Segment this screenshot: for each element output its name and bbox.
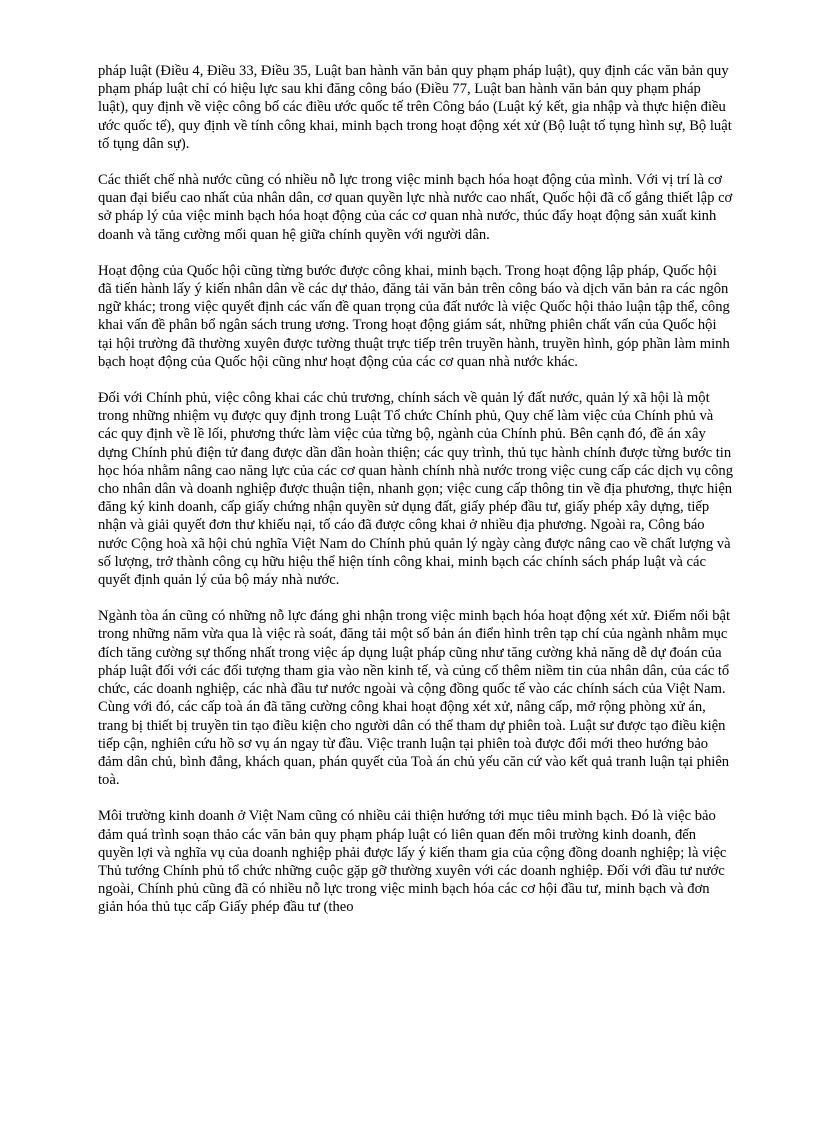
paragraph-business-environment: Môi trường kinh doanh ở Việt Nam cũng có nhiều cải thiện hướng tới mục tiêu minh bạch. Đó là việc bảo đảm quá trình soạn thảo các văn bản quy phạm pháp luật có liên quan đến môi trường kinh doanh, đến quyền lợi và nghĩa vụ của doanh nghiệp phải được lấy ý kiến tham gia của cộng đồng doanh nghiệp; là việc Thủ tướng Chính phủ tổ chức những cuộc gặp gỡ thường xuyên với các doanh nghiệp. Đối với đầu tư nước ngoài, Chính phủ cũng đã có nhiều nỗ lực trong việc minh bạch hóa các cơ hội đầu tư, minh bạch và đơn giản hóa thủ tục cấp Giấy phép đầu tư (theo	[98, 808, 727, 916]
document-page	[98, 62, 734, 935]
paragraph-national-assembly: Hoạt động của Quốc hội cũng từng bước được công khai, minh bạch. Trong hoạt động lập pháp, Quốc hội đã tiến hành lấy ý kiến nhân dân về các dự thảo, đăng tải văn bản trên công báo và dịch văn bản ra các ngôn ngữ khác; trong việc quyết định các vấn đề quan trọng của đất nước là việc Quốc hội thảo luận tập thể, công khai vấn đề phân bổ ngân sách trung ương. Trong hoạt động giám sát, những phiên chất vấn của Quốc hội tại hội trường đã thường xuyên được tường thuật trực tiếp trên truyền hành, truyền hình, góp phần làm minh bạch hoạt động của Quốc hội cũng như hoạt động của các cơ quan nhà nước khác.	[98, 262, 730, 370]
paragraph-courts: Ngành tòa án cũng có những nỗ lực đáng ghi nhận trong việc minh bạch hóa hoạt động xét xử. Điểm nổi bật trong những năm vừa qua là việc rà soát, đăng tải một số bản án điển hình trên tạp chí của ngành nhằm mục đích tăng cường sự thống nhất trong việc áp dụng luật pháp cũng như tăng cường khả năng dễ dự đoán của pháp luật đối với các đối tượng tham gia vào nền kinh tế, và củng cố thêm niềm tin của nhân dân, của các tổ chức, các doanh nghiệp, các nhà đầu tư nước ngoài và cộng đồng quốc tế vào các chính sách của Việt Nam. Cùng với đó, các cấp toà án đã tăng cường công khai hoạt động xét xử, nâng cấp, mở rộng phòng xử án, trang bị thiết bị truyền tin tạo điều kiện cho người dân có thể tham dự phiên toà. Luật sư được tạo điều kiện tiếp cận, nghiên cứu hồ sơ vụ án ngay từ đầu. Việc tranh luận tại phiên toà được đổi mới theo hướng bảo đảm dân chủ, bình đẳng, khách quan, phán quyết của Toà án chủ yếu căn cứ vào kết quả tranh luận tại phiên toà.	[98, 608, 731, 789]
paragraph-legal-provisions: pháp luật (Điều 4, Điều 33, Điều 35, Luật ban hành văn bản quy phạm pháp luật), quy định các văn bản quy phạm pháp luật chỉ có hiệu lực sau khi đăng công báo (Điều 77, Luật ban hành văn bản quy phạm pháp luật), quy định về việc công bố các điều ước quốc tế trên Công báo (Luật ký kết, gia nhập và thực hiện điều ước quốc tế), quy định về tính công khai, minh bạch trong hoạt động xét xử (Bộ luật tố tụng hình sự, Bộ luật tố tụng dân sự).	[98, 63, 732, 152]
paragraph-government: Đối với Chính phủ, việc công khai các chủ trương, chính sách về quản lý đất nước, quản lý xã hội là một trong những nhiệm vụ được quy định trong Luật Tổ chức Chính phủ, Quy chế làm việc của Chính phủ và các quy định về lề lối, phương thức làm việc của từng bộ, ngành của Chính phủ. Bên cạnh đó, đề án xây dựng Chính phủ điện tử đang được dần dần hoàn thiện; các quy trình, thủ tục hành chính được từng bước tin học hóa nhằm nâng cao năng lực của các cơ quan hành chính nhà nước trong việc cung cấp các dịch vụ công cho nhân dân và doanh nghiệp được thuận tiện, nhanh gọn; việc cung cấp thông tin về địa phương, thực hiện đăng ký kinh doanh, cấp giấy chứng nhận quyền sử dụng đất, giấy phép đầu tư, giấy phép xây dựng, tiếp nhận và giải quyết đơn thư khiếu nại, tố cáo đã được công khai ở nhiều địa phương. Ngoài ra, Công báo nước Cộng hoà xã hội chủ nghĩa Việt Nam do Chính phủ quản lý ngày càng được nâng cao về chất lượng và số lượng, trở thành công cụ hữu hiệu thể hiện tính công khai, minh bạch các chính sách pháp luật và các quyết định quản lý của bộ máy nhà nước.	[98, 390, 734, 589]
paragraph-state-institutions: Các thiết chế nhà nước cũng có nhiều nỗ lực trong việc minh bạch hóa hoạt động của mình. Với vị trí là cơ quan đại biểu cao nhất của nhân dân, cơ quan quyền lực nhà nước cao nhất, Quốc hội đã cố gắng thiết lập cơ sở pháp lý của việc minh bạch hóa hoạt động của các cơ quan nhà nước, thúc đẩy hoạt động sản xuất kinh doanh và tăng cường mối quan hệ giữa chính quyền với người dân.	[98, 172, 733, 243]
